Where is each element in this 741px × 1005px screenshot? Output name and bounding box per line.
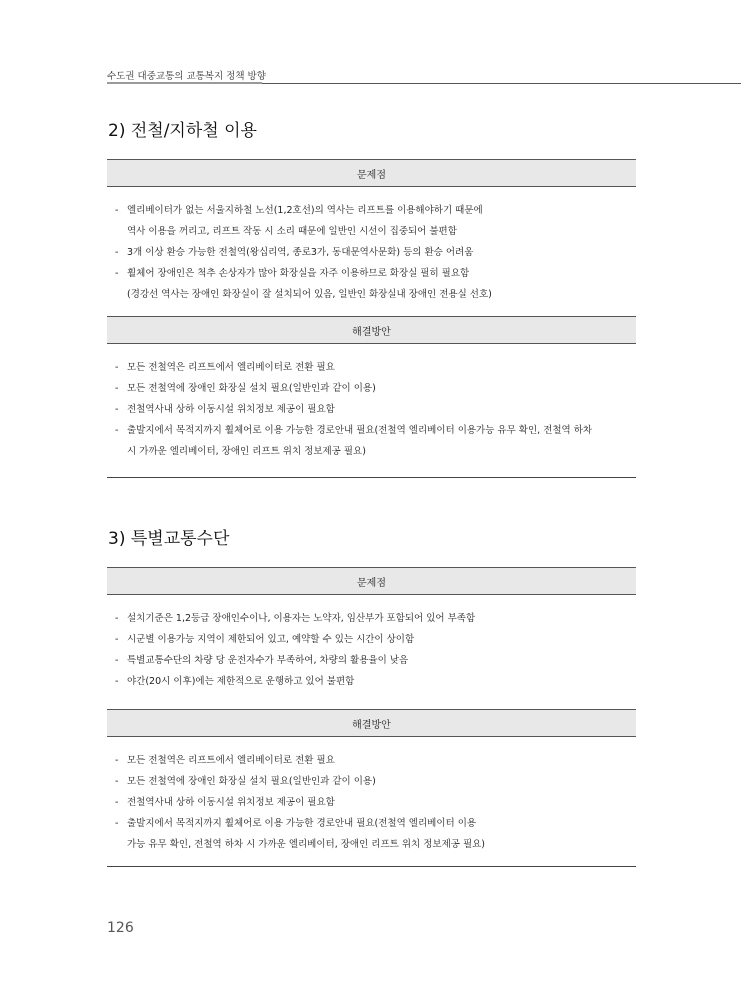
bullet-dash-icon: - <box>115 818 119 829</box>
bullet-dash-icon: - <box>115 655 119 666</box>
header-rule <box>262 83 741 84</box>
header-rule-accent <box>107 82 262 84</box>
bullet-dash-icon: - <box>115 383 119 394</box>
list-item-continuation <box>107 834 636 855</box>
bullet-dash-icon: - <box>115 205 119 216</box>
bullet-dash-icon: - <box>115 755 119 766</box>
list-item <box>107 420 636 441</box>
list-item <box>107 650 636 671</box>
problem-list <box>107 595 636 692</box>
list-item <box>107 357 636 378</box>
list-item-text: 휠체어 장애인은 척추 손상자가 많아 화장실을 자주 이용하므로 화장실 필히 필요함 <box>127 268 470 279</box>
bullet-dash-icon: - <box>115 268 119 279</box>
list-item <box>107 200 636 221</box>
list-item-text: 시군별 이용가능 지역이 제한되어 있고, 예약할 수 있는 시간이 상이함 <box>127 634 415 645</box>
list-item-continuation <box>107 441 636 462</box>
list-item-text: 모든 전철역에 장애인 화장실 설치 필요(일반인과 같이 이용) <box>127 383 376 394</box>
subway-solutions-box <box>107 316 636 462</box>
box-header: 문제점 <box>107 159 636 187</box>
list-item-text: 설치기준은 1,2등급 장애인수이나, 이용자는 노약자, 임산부가 포함되어 있어 부족함 <box>127 613 476 624</box>
page-number: 126 <box>107 920 134 936</box>
list-item <box>107 242 636 263</box>
list-item-text: 전철역사내 상하 이동시설 위치정보 제공이 필요함 <box>127 797 335 808</box>
list-item-text: 모든 전철역에 장애인 화장실 설치 필요(일반인과 같이 이용) <box>127 776 376 787</box>
section-heading-subway: 2) 전철/지하철 이용 <box>108 121 257 141</box>
list-item-text: 출발지에서 목적지까지 휠체어로 이용 가능한 경로안내 필요(전철역 엘리베이터 이용가능 유무 확인, 전철역 하차 <box>127 425 593 436</box>
box-bottom-rule <box>107 477 636 478</box>
box-bottom-rule <box>107 866 636 867</box>
bullet-dash-icon: - <box>115 797 119 808</box>
list-item <box>107 771 636 792</box>
list-item-text: 야간(20시 이후)에는 제한적으로 운행하고 있어 불편함 <box>127 676 355 687</box>
list-item <box>107 399 636 420</box>
list-item-text: 시 가까운 엘리베이터, 장애인 리프트 위치 정보제공 필요) <box>127 446 366 457</box>
list-item <box>107 792 636 813</box>
list-item-continuation <box>107 221 636 242</box>
bullet-dash-icon: - <box>115 425 119 436</box>
bullet-dash-icon <box>107 221 127 242</box>
bullet-dash-icon: - <box>115 634 119 645</box>
solution-list <box>107 737 636 855</box>
solution-list <box>107 344 636 462</box>
transport-problems-box <box>107 567 636 692</box>
list-item-continuation <box>107 284 636 305</box>
box-header: 해결방안 <box>107 316 636 344</box>
bullet-dash-icon: - <box>115 613 119 624</box>
list-item-text: 3개 이상 환승 가능한 전철역(왕십리역, 종로3가, 동대문역사문화) 등의 환승 어려움 <box>127 247 474 258</box>
box-header: 문제점 <box>107 567 636 595</box>
list-item <box>107 608 636 629</box>
bullet-dash-icon: - <box>115 776 119 787</box>
list-item-text: (경강선 역사는 장애인 화장실이 잘 설치되어 있음, 일반인 화장실내 장애인 전용실 선호) <box>127 289 492 300</box>
bullet-dash-icon <box>107 441 127 462</box>
list-item <box>107 813 636 834</box>
subway-problems-box <box>107 159 636 305</box>
section-heading-special-transport: 3) 특별교통수단 <box>108 529 230 549</box>
list-item-text: 모든 전철역은 리프트에서 엘리베이터로 전환 필요 <box>127 362 335 373</box>
list-item <box>107 750 636 771</box>
list-item-text: 모든 전철역은 리프트에서 엘리베이터로 전환 필요 <box>127 755 335 766</box>
list-item <box>107 378 636 399</box>
list-item-text: 가능 유무 확인, 전철역 하차 시 가까운 엘리베이터, 장애인 리프트 위치 정보제공 필요) <box>127 839 486 850</box>
running-header: 수도권 대중교통의 교통복지 정책 방향 <box>107 71 266 82</box>
bullet-dash-icon <box>107 284 127 305</box>
list-item <box>107 629 636 650</box>
list-item-text: 전철역사내 상하 이동시설 위치정보 제공이 필요함 <box>127 404 335 415</box>
list-item-text: 엘리베이터가 없는 서울지하철 노선(1,2호선)의 역사는 리프트를 이용해야하기 때문에 <box>127 205 483 216</box>
list-item-text: 역사 이용을 꺼리고, 리프트 작동 시 소리 때문에 일반인 시선이 집중되어 불편함 <box>127 226 457 237</box>
transport-solutions-box <box>107 709 636 855</box>
list-item-text: 특별교통수단의 차량 당 운전자수가 부족하여, 차량의 활용율이 낮음 <box>127 655 409 666</box>
bullet-dash-icon: - <box>115 362 119 373</box>
list-item <box>107 671 636 692</box>
bullet-dash-icon: - <box>115 247 119 258</box>
bullet-dash-icon: - <box>115 404 119 415</box>
bullet-dash-icon: - <box>115 676 119 687</box>
problem-list <box>107 187 636 305</box>
list-item <box>107 263 636 284</box>
box-header: 해결방안 <box>107 709 636 737</box>
list-item-text: 출발지에서 목적지까지 휠체어로 이용 가능한 경로안내 필요(전철역 엘리베이터 이용 <box>127 818 477 829</box>
bullet-dash-icon <box>107 834 127 855</box>
